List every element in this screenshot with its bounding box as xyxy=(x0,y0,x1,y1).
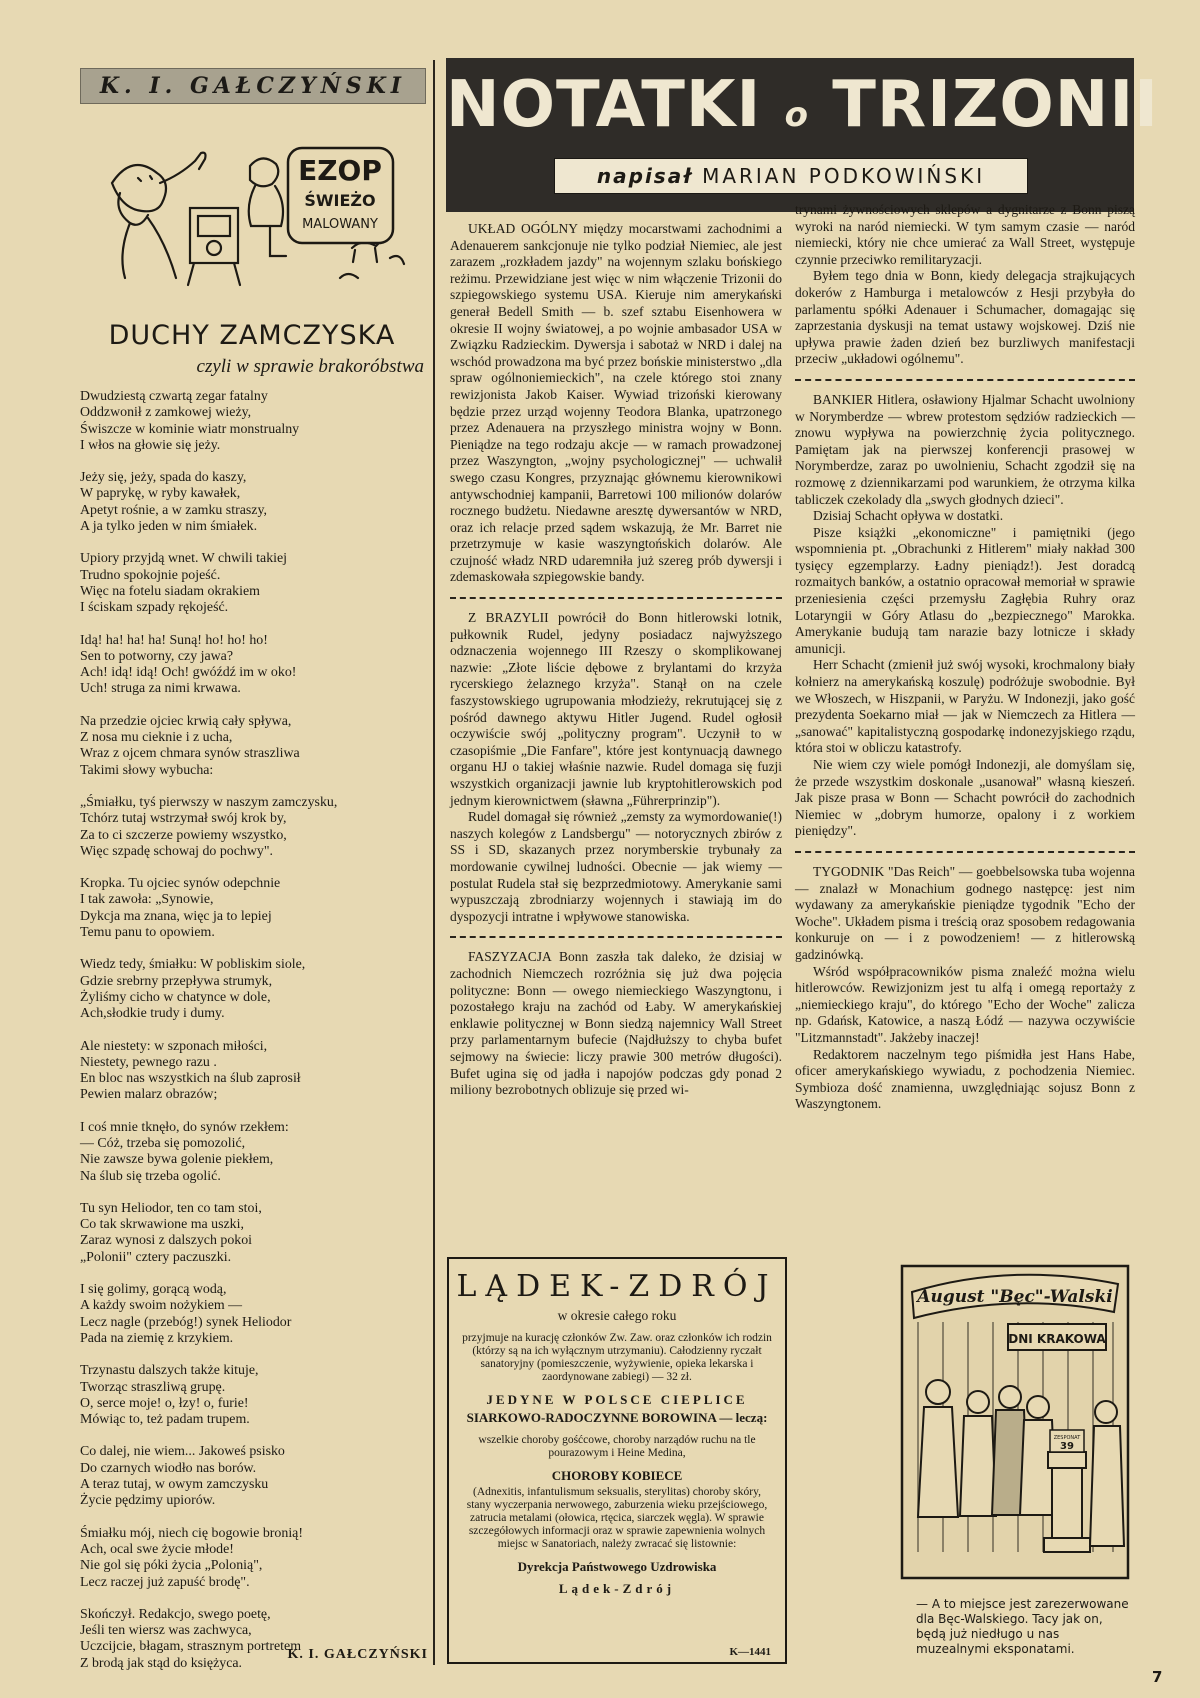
poem-line: Mówiąc to, też padam trupem. xyxy=(80,1412,250,1428)
ad-diseases: wszelkie choroby gośćcowe, choroby narządów ruchu na tle pourazowym i Heine Medina, xyxy=(478,1434,756,1459)
article-paragraph: Z BRAZYLII powrócił do Bonn hitlerowski lotnik, pułkownik Rudel, jedyny posiadacz najwyższego odznaczenia wojennego III Rzeszy o skomplikowanej nazwie: „Złote liście dębowe z brylantami do krzyża rycerskiego żelaznego krzyża". Stanął on na czele faszystowskiego ugrupowania młodzieży, rekrutującej się z pośród dawnego aktywu Hitler Jugend. Rudel ogłosił oczywiście swój „polityczny program". Uczynił to w czasopiśmie „Die Fanfare", które jest kontynuacją dawnego organu HJ o takiej właśnie nazwie. Rudel domaga się fuzji wszystkich organizacji jawnie lub kryptohitlerowskich pod jednym kierownictwem (sławna „Führerprinzip"). xyxy=(450,610,782,808)
poem-line: Zaraz wynosi z dalszych pokoi xyxy=(80,1233,253,1249)
title-part-o: o xyxy=(784,95,809,135)
poem-line: Oddzwonił z zamkowej wieży, xyxy=(80,405,252,421)
poem-line: Ale niestety: w szponach miłości, xyxy=(80,1038,268,1054)
poem-line: Apetyt rośnie, a w zamku straszy, xyxy=(80,502,267,518)
poem-line: Uch! struga za nimi krwawa. xyxy=(80,681,241,697)
ad-place: Lądek-Zdrój xyxy=(558,1581,676,1596)
poem-line: Idą! ha! ha! ha! Suną! ho! ho! ho! xyxy=(80,632,268,648)
poem-stanza xyxy=(80,1120,430,1185)
poem-body xyxy=(80,389,430,1688)
poem-line: — Cóż, trzeba się pomozolić, xyxy=(80,1135,246,1151)
poem-line: Na ślub się trzeba ogolić. xyxy=(80,1168,221,1184)
bec-walski-cartoon-drawing xyxy=(898,1262,1132,1582)
ad-code: K—1441 xyxy=(729,1646,771,1658)
article-paragraph: BANKIER Hitlera, osławiony Hjalmar Schacht uwolniony w Norymberdze — wbrew protestom sędziów radzieckich — znowu wypływa na powierzchnię życia politycznego. Pamiętam jak na pierwszej konferencji prasowej w Norymberdze, zaraz po uwolnieniu, Schacht zgodził się na rozmowę z dziennikarzami pod warunkiem, że otrzyma kilka tabliczek czekolady dla „swych głodnych dzieci". xyxy=(795,391,1135,507)
ad-terms: przyjmuje na kurację członków Zw. Zaw. oraz członków ich rodzin (którzy są na ich wyłącznym utrzymaniu). Całodzienny ryczałt sanatoryjny (pomieszczenie, wyżywienie, opieka lekarska i zaordynowane zabiegi) — 32 zł. xyxy=(462,1332,772,1383)
svg-text:EZOP: EZOP xyxy=(298,154,382,187)
poem-line: Do czarnych wiodło nas borów. xyxy=(80,1460,257,1476)
cartoon-caption: — A to miejsce jest zarezerwowane dla Bęc-Walskiego. Tacy jak on, będą już niedługo u nas muzealnymi eksponatami. xyxy=(916,1597,1129,1656)
svg-text:August "Bęc"-Walski: August "Bęc"-Walski xyxy=(917,1287,1113,1307)
section-separator xyxy=(795,368,1135,392)
poem-stanza xyxy=(80,1363,430,1428)
poem-stanza xyxy=(80,1201,430,1266)
poem-line: I coś mnie tknęło, do synów rzekłem: xyxy=(80,1119,289,1135)
poem-stanza xyxy=(80,795,430,860)
poem-stanza xyxy=(80,470,430,535)
ezop-sign xyxy=(288,148,393,243)
poem-line: Na przedzie ojciec krwią cały spływa, xyxy=(80,713,292,729)
poem-line: „Polonii" cztery paczuszki. xyxy=(80,1249,232,1265)
poem-line: Skończył. Redakcjo, swego poetę, xyxy=(80,1606,271,1622)
poem-line: Pada na ziemię z krzykiem. xyxy=(80,1330,234,1346)
article-byline xyxy=(554,158,1028,194)
author-bar xyxy=(80,68,426,104)
ladek-zdroj-advertisement xyxy=(447,1257,787,1664)
poem-line: Lecz nagle (przebóg!) synek Heliodor xyxy=(80,1314,292,1330)
article-paragraph: Rudel domagał się również „zemsty za wymordowanie(!) naszych kolegów z Landsbergu" — notorycznych zbirów z SS i SD, skazanych przez norymberskie trybunały za mordowanie cywilnej ludności. Obecnie — jak wiemy — postulat Rudela stał się bezprzedmiotowy. Amerykanie sami wypuszczają zbrodniarzy wojennych i stawiają im do dyspozycji intratne i wpływowe stanowiska. xyxy=(450,809,782,924)
ad-womens-diseases: CHOROBY KOBIECE xyxy=(551,1468,683,1483)
poem-signature: K. I. GAŁCZYŃSKI xyxy=(287,1647,428,1662)
poem-stanza xyxy=(80,1526,430,1591)
poem-line: Więc na fotelu siadam okrakiem xyxy=(80,583,260,599)
ad-details: (Adnexitis, infantulismum seksualis, sterylitas) choroby skóry, stany wyczerpania nerwowego, zaburzenia wieku przejściowego, zatrucia metalami (ołowica, rtęcica, siarczek węgla). W sprawie szczegółowych informacji oraz w sprawie zapewnienia wolnych miejsc w Sanatoriach, należy zwracać się listownie: xyxy=(466,1486,768,1550)
poem-line: Trzynastu dalszych także kituje, xyxy=(80,1363,259,1379)
poem-line: I włos na głowie się jeży. xyxy=(80,437,221,453)
article-column-1 xyxy=(450,221,782,1099)
poem-line: Ach, ocal swe życie młode! xyxy=(80,1541,234,1557)
poem-line: Co dalej, nie wiem... Jakoweś psisko xyxy=(80,1444,285,1460)
poem-line: Dwudziestą czwartą zegar fatalny xyxy=(80,389,268,404)
ad-subtitle: w okresie całego roku xyxy=(557,1308,677,1323)
poem-stanza xyxy=(80,876,430,941)
poem-line: „Śmiałku, tyś pierwszy w naszym zamczysku, xyxy=(80,794,338,810)
title-part-notatki: NOTATKI xyxy=(446,68,762,142)
poem-stanza xyxy=(80,714,430,779)
poem-line: Jeży się, jeży, spada do kaszy, xyxy=(80,470,247,486)
svg-text:DNI KRAKOWA: DNI KRAKOWA xyxy=(1008,1332,1106,1346)
poem-line: Z brodą jak stąd do księżyca. xyxy=(80,1655,243,1671)
author-bar-text: K. I. GAŁCZYŃSKI xyxy=(99,73,407,99)
article-paragraph: FASZYZACJA Bonn zaszła tak daleko, że dzisiaj w zachodnich Niemczech rozróżnia się już dwa pojęcia polityczne: Bonn — owego niemieckiego Waszyngtonu, i pozostałego kraju na zachód od Łaby. W amerykańskiej enklawie politycznej w Bonn siedzą najemnicy Wall Street przy parlamentarnym bufecie (Najdłuższy to chyba bufet sejmowy na świecie: liczy prawie 300 metrów długości). Bufet ugina się od jadła i napojów podczas gdy ponad 2 miliony bezrobotnych oblizuje się przed wi- xyxy=(450,949,782,1098)
poem-line: Więc szpadę schowaj do pochwy". xyxy=(80,843,273,859)
svg-text:ŚWIEŻO: ŚWIEŻO xyxy=(304,191,376,210)
byline-author: MARIAN PODKOWIŃSKI xyxy=(702,164,986,188)
poem-line: En bloc nas wszystkich na ślub zaprosił xyxy=(80,1071,301,1087)
svg-text:MALOWANY: MALOWANY xyxy=(302,217,378,232)
poem-line: Wraz z ojcem chmara synów straszliwa xyxy=(80,746,300,762)
byline-prefix: napisał xyxy=(596,164,693,188)
poem-line: Z nosa mu cieknie i z ucha, xyxy=(80,730,233,746)
article-header xyxy=(446,58,1159,212)
section-separator xyxy=(450,925,782,949)
exhibit-tag xyxy=(1050,1430,1084,1452)
section-separator xyxy=(450,586,782,610)
poem-line: Upiory przyjdą wnet. W chwili takiej xyxy=(80,551,288,567)
poem-line: Żyliśmy cicho w chatynce w dole, xyxy=(80,989,271,1005)
poem-line: I ściskam szpady rękojeść. xyxy=(80,600,229,616)
poem-line: W paprykę, w ryby kawałek, xyxy=(80,486,241,502)
poem-line: Ach,słodkie trudy i dumy. xyxy=(80,1006,225,1022)
article-paragraph: Wśród współpracowników pisma znaleźć można wielu hitlerowców. Rewizjonizm jest tu alfą i omegą reportaży z „niemieckiego kraju", do którego "Echo der Woche" zalicza np. Gdańsk, Katowice, a naszą Łódź — nazywa oczywiście "Litzmannstadt". Jakżeby inaczej! xyxy=(795,963,1135,1045)
dni-krakowa-banner xyxy=(1008,1324,1106,1350)
ad-title: LĄDEK-ZDRÓJ xyxy=(456,1269,778,1304)
article-paragraph: Byłem tego dnia w Bonn, kiedy delegacja strajkujących dokerów z Hamburga i metalowców z Hesji przybyła do parlamentu spółki Adenauer i Schumacher, domagając się zaprzestania dyskusji na temat ustawy wojskowej. Dziś nie upływa prawie żaden dzień bez burzliwych manifestacji przeciw „układowi ogólnemu". xyxy=(795,268,1135,367)
ad-unique-spa: JEDYNE W POLSCE CIEPLICE xyxy=(486,1392,748,1407)
article-paragraph: TYGODNIK "Das Reich" — goebbelsowska tuba wojenna — znalazł w Monachium godnego następcę: jest nim wydawany za amerykańskie pieniądze tygodnik "Echo der Woche". Układem pisma i treścią oraz sposobem redagowania konkuruje on — i z powodzeniem! — z hitlerowską gadzinówką. xyxy=(795,863,1135,962)
poem-line: Uczcijcie, błagam, strasznym portretem xyxy=(80,1639,302,1655)
article-paragraph: Herr Schacht (zmienił już swój wysoki, krochmalony biały kołnierz na amerykańską koszulę) podróżuje swobodnie. Był we Włoszech, w Hiszpanii, w Paryżu. W Indonezji, jako gość prezydenta Soekarno miał — jak w Niemczech za Hitlera — „sanować" kapitalistyczną gospodarkę indonezyjskiego rządu, która stoi w obliczu katastrofy. xyxy=(795,657,1135,756)
poem-line: O, serce moje! o, łzy! o, furie! xyxy=(80,1395,249,1411)
poem-line: Za to ci szczerze powiemy wszystko, xyxy=(80,827,287,843)
article-column-2 xyxy=(795,202,1135,1113)
poem-line: A każdy swoim nożykiem — xyxy=(80,1298,243,1314)
bec-walski-cartoon xyxy=(898,1262,1132,1582)
poem-line: Ach! idą! idą! Och! gwóźdź im w oko! xyxy=(80,665,297,681)
article-paragraph: Pisze książki „ekonomiczne" i pamiętniki (jego wspomnienia pt. „Obrachunki z Hitlerem" miały nakład 300 tysięcy egzemplarzy. Ładny pieniądz!). Jest doradcą rozmaitych banków, a ostatnio opracował memoriał w sprawie przeniesienia części przemysłu Zagłębia Ruhry oraz Lotaryngii w Góry Atlasu do „bezpiecznego" Marokka. Amerykanie budują tam narazie bazy lotnicze i składy amunicji. xyxy=(795,524,1135,656)
poem-line: Tu syn Heliodor, ten co tam stoi, xyxy=(80,1200,262,1216)
article-paragraph: Nie wiem czy wiele pomógł Indonezji, ale domyślam się, że przede wszystkim doskonale „usanował" własną kieszeń. Jak pisze prasa w Bonn — Schacht powrócił do zachodnich Niemiec w „dobrym humorze, opalony i z workiem pieniędzy". xyxy=(795,757,1135,839)
poem-line: Kropka. Tu ojciec synów odepchnie xyxy=(80,876,281,892)
poem-line: Takimi słowy wybucha: xyxy=(80,762,214,778)
poem-stanza xyxy=(80,1444,430,1509)
title-part-trizonii: TRIZONII xyxy=(832,68,1159,142)
poem-stanza xyxy=(80,957,430,1022)
poem-line: Pewien malarz obrazów; xyxy=(80,1087,218,1103)
poem-line: Świszcze w kominie wiatr monstrualny xyxy=(80,421,300,437)
poem-line: Co tak skrwawione ma uszki, xyxy=(80,1217,244,1233)
poem-subtitle: czyli w sprawie brakoróbstwa xyxy=(196,356,424,377)
poem-line: Życie pędzimy upiorów. xyxy=(80,1493,216,1509)
article-paragraph: trynami żywnościowych sklepów a dygnitarze z Bonn piszą wyroki na naród niemiecki. W tym samym czasie — naród niemiecki, który nie chce umierać za Wall Street, występuje czynnie przeciwko remilitaryzacji. xyxy=(795,202,1135,267)
poem-line: Niestety, pewnego razu . xyxy=(80,1054,217,1070)
poem-line: Tchórz tutaj wstrzymał swój krok by, xyxy=(80,811,287,827)
article-paragraph: Redaktorem naczelnym tego piśmidła jest Hans Habe, oficer amerykańskiego wywiadu, z pochodzenia Niemiec. Symbioza dość znamienna, uwzględniając sojusz Bonn z Waszyngtonem. xyxy=(795,1046,1135,1112)
poem-line: A teraz tutaj, w owym zamczysku xyxy=(80,1477,269,1493)
section-separator xyxy=(795,840,1135,864)
poem-stanza xyxy=(80,389,430,454)
poem-line: Nie zawsze bywa golenie piekłem, xyxy=(80,1152,274,1168)
article-paragraph: Dzisiaj Schacht opływa w dostatki. xyxy=(813,508,1004,524)
poem-line: I się golimy, gorącą wodą, xyxy=(80,1282,227,1298)
poem-line: Tworząc straszliwą grupę. xyxy=(80,1379,226,1395)
column-divider xyxy=(433,60,435,1665)
ad-director: Dyrekcja Państwowego Uzdrowiska xyxy=(517,1559,717,1574)
poem-line: Wiedz tedy, śmiałku: W pobliskim siole, xyxy=(80,957,306,973)
poem-stanza xyxy=(80,551,430,616)
poem-line: A ja tylko jeden w nim śmiałek. xyxy=(80,519,258,535)
article-paragraph: UKŁAD OGÓLNY między mocarstwami zachodnimi a Adenauerem sankcjonuje nie tylko podział Niemiec, ale jest zarazem „rozkładem jazdy" na wojennym szlaku bońskiego reżimu. Przewidziane jest więc w nim włączenie Trizonii do szpiegowskiego systemu USA. Kieruje nim amerykański generał Bedell Smith — b. szef sztabu Eisenhowera w okresie II wojny światowej, a po wojnie ambasador USA w Związku Radzieckim. Dywersja i sabotaż w NRD i dalej na wschód prowadzona ma być przez bońskie ministerstwo „dla spraw ogólnoniemieckich", na czele którego stoi znany rewizjonista Jakob Kaiser. Wywiad trizoński kierowany będzie przez urząd wojenny Teodora Blanka, upatrzonego przez Adenauera na przyszłego ministra wojny w Bonn. Pieniądze na tego rodzaju akcje — w ramach prowadzonej przez Waszyngton, „wojny psychologicznej" — uchwalił swego czasu Kongres, przyznając głównemu kierownikowi antywschodniej kampanii, Barretowi 100 milionów dolarów rocznego budżetu. Niedawne aresztę dywersantów w NRD, oraz ich relacje przed sądem wskazują, że Mr. Barret nie przetrzymuje w kasie waszyngtońskich dolarów. Ale czujność władz NRD udaremniła już szereg prób dywersji i zdemaskowała szpiegowskie bandy. xyxy=(450,221,782,585)
poem-line: I tak zawoła: „Synowie, xyxy=(80,892,214,908)
poem-stanza xyxy=(80,1039,430,1104)
poem-title: DUCHY ZAMCZYSKA xyxy=(108,320,396,351)
poem-line: Lecz raczej już zapuść brodę". xyxy=(80,1574,250,1590)
poem-line: Nie gol się póki życia „Polonią", xyxy=(80,1558,263,1574)
poem-stanza xyxy=(80,633,430,698)
ezop-cartoon xyxy=(90,138,410,288)
poem-line: Dykcja ma znana, więc ja to lepiej xyxy=(80,908,272,924)
ezop-cartoon-drawing xyxy=(90,138,410,288)
poem-line: Trudno spokojnie pojeść. xyxy=(80,567,221,583)
svg-text:39: 39 xyxy=(1060,1441,1074,1452)
ad-treatments-intro: SIARKOWO-RADOCZYNNE BOROWINA — leczą: xyxy=(466,1410,768,1425)
poem-line: Śmiałku mój, niech cię bogowie bronią! xyxy=(80,1525,303,1541)
poem-line: Gdzie srebrny przepływa strumyk, xyxy=(80,973,273,989)
article-title xyxy=(446,68,1159,142)
svg-text:ZESPONAT: ZESPONAT xyxy=(1053,1435,1081,1441)
poem-line: Temu panu to opowiem. xyxy=(80,925,215,941)
poem-stanza xyxy=(80,1282,430,1347)
page-number: 7 xyxy=(1152,1668,1163,1686)
poem-line: Sen to potworny, czy jawa? xyxy=(80,648,234,664)
poem-line: Jeśli ten wiersz was zachwyca, xyxy=(80,1623,252,1639)
